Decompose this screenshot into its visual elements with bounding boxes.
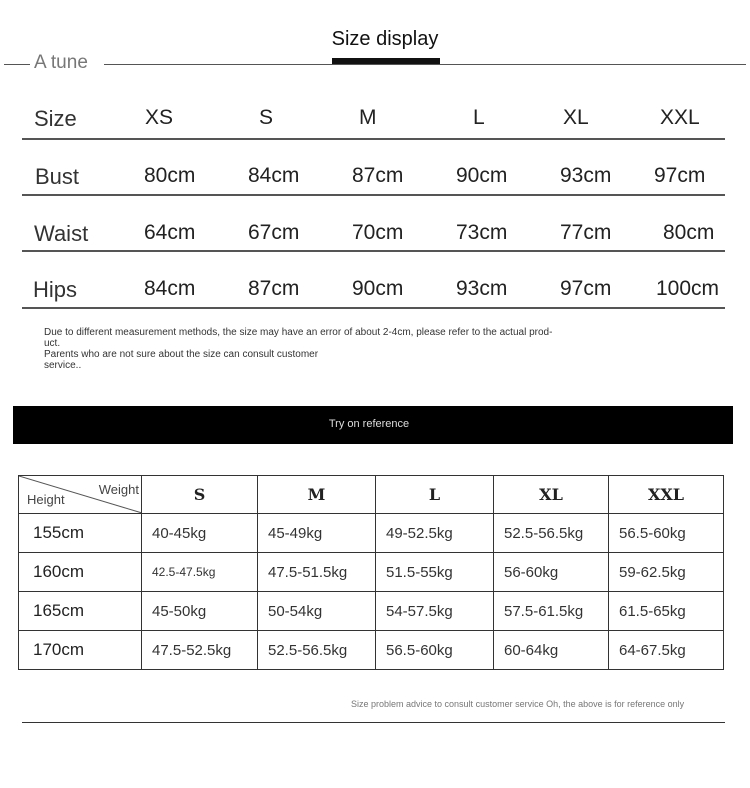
waist-s: 67cm [248,221,300,244]
table-header-row [19,476,724,514]
weight-cell: 45-50kg [142,592,258,631]
corner-height-label: Height [27,492,65,507]
size-header-xl: XL [563,106,589,129]
size-header-m: M [359,106,377,129]
waist-xs: 64cm [144,221,196,244]
size-row-divider [22,138,725,140]
weight-cell: 47.5-51.5kg [258,553,376,592]
weight-cell: 61.5-65kg [609,592,724,631]
table-header-m: M [258,476,376,514]
hips-s: 87cm [248,277,300,300]
weight-cell: 64-67.5kg [609,631,724,670]
size-header-label: Size [34,106,77,131]
header-divider-left [4,64,30,65]
header-divider-right [104,64,746,65]
table-header-s: S [142,476,258,514]
table-header-xxl: XXL [609,476,724,514]
note-line: Parents who are not sure about the size can consult customer [44,349,319,360]
size-header-s: S [259,106,274,129]
bust-label: Bust [35,164,80,189]
waist-xxl: 80cm [663,221,715,244]
waist-l: 73cm [456,221,508,244]
height-cell: 170cm [19,631,142,670]
weight-cell: 40-45kg [142,514,258,553]
weight-cell: 56.5-60kg [376,631,494,670]
height-cell: 160cm [19,553,142,592]
table-corner-cell [19,476,142,514]
hips-xl: 97cm [560,277,612,300]
measurement-note [44,327,614,371]
bust-xs: 80cm [144,164,196,187]
table-header-l: L [376,476,494,514]
weight-cell: 56-60kg [494,553,609,592]
weight-cell: 59-62.5kg [609,553,724,592]
weight-cell: 52.5-56.5kg [258,631,376,670]
height-cell: 165cm [19,592,142,631]
bust-s: 84cm [248,164,300,187]
note-line: service.. [44,360,82,371]
try-on-table [18,475,724,670]
reference-footnote: Size problem advice to consult customer service Oh, the above is for reference only [351,699,685,709]
weight-cell: 45-49kg [258,514,376,553]
weight-cell: 49-52.5kg [376,514,494,553]
note-line: uct. [44,338,61,349]
size-header-row [0,106,750,136]
hips-label: Hips [33,277,78,302]
brand-name: A tune [34,52,88,73]
size-row-waist [0,221,750,251]
page-title: Size display [331,28,439,50]
bottom-divider [22,722,725,723]
weight-cell: 57.5-61.5kg [494,592,609,631]
size-row-divider [22,194,725,196]
hips-l: 93cm [456,277,508,300]
weight-cell: 51.5-55kg [376,553,494,592]
table-row [19,592,724,631]
weight-cell: 47.5-52.5kg [142,631,258,670]
hips-m: 90cm [352,277,404,300]
size-row-divider [22,307,725,309]
bust-xxl: 97cm [654,164,706,187]
weight-cell: 50-54kg [258,592,376,631]
table-header-xl: XL [494,476,609,514]
size-row-hips [0,277,750,307]
corner-weight-label: Weight [98,482,139,497]
weight-cell: 56.5-60kg [609,514,724,553]
hips-xxl: 100cm [656,277,720,300]
table-row [19,553,724,592]
weight-cell: 52.5-56.5kg [494,514,609,553]
try-on-banner-text: Try on reference [328,418,410,430]
table-row [19,631,724,670]
size-header-xxl: XXL [660,106,700,129]
waist-xl: 77cm [560,221,612,244]
bust-xl: 93cm [560,164,612,187]
hips-xs: 84cm [144,277,196,300]
weight-cell: 54-57.5kg [376,592,494,631]
height-cell: 155cm [19,514,142,553]
waist-m: 70cm [352,221,404,244]
weight-cell: 60-64kg [494,631,609,670]
size-header-l: L [473,106,485,129]
size-row-divider [22,250,725,252]
size-row-bust [0,164,750,194]
bust-m: 87cm [352,164,404,187]
size-header-xs: XS [145,106,174,129]
table-row [19,514,724,553]
weight-cell: 42.5-47.5kg [142,553,258,592]
waist-label: Waist [34,221,89,246]
note-line: Due to different measurement methods, the size may have an error of about 2-4cm, please refer to the actual prod- [44,327,553,338]
bust-l: 90cm [456,164,508,187]
